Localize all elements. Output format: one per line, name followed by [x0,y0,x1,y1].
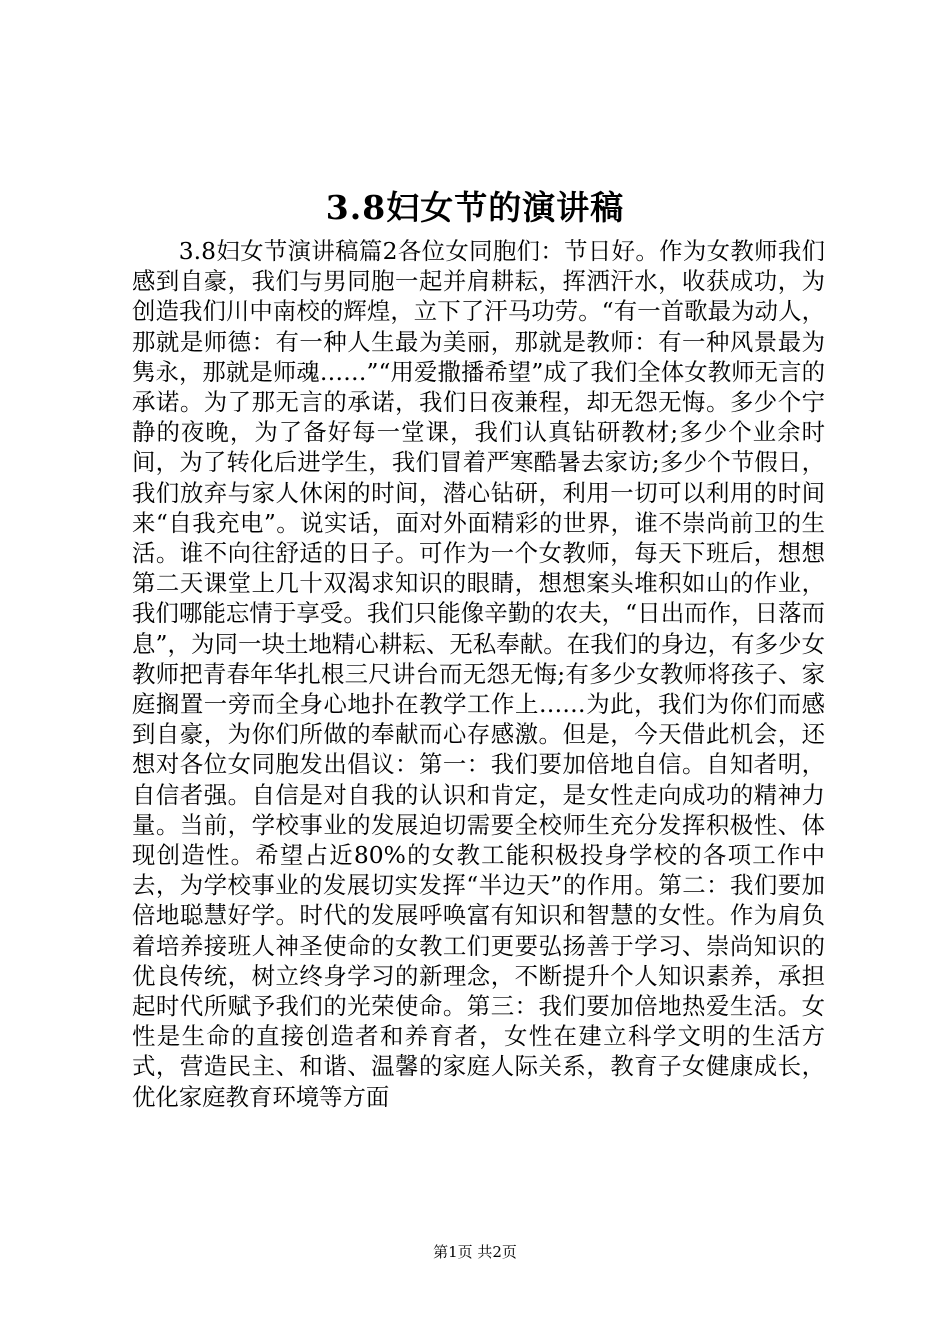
page-footer: 第1页 共2页 [433,1243,517,1261]
document-body-paragraph: 3.8妇女节演讲稿篇2各位女同胞们：节日好。作为女教师我们感到自豪，我们与男同胞一起并肩耕耘，挥洒汗水，收获成功，为创造我们川中南校的辉煌，立下了汗马功劳。“有一首歌最为动人，那就是师德：有一种人生最为美丽，那就是教师：有一种风景最为隽永，那就是师魂……”“用爱撒播希望”成了我们全体女教师无言的承诺。为了那无言的承诺，我们日夜兼程，却无怨无悔。多少个宁静的夜晚，为了备好每一堂课，我们认真钻研教材;多少个业余时间，为了转化后进学生，我们冒着严寒酷暑去家访;多少个节假日，我们放弃与家人休闲的时间，潜心钻研，利用一切可以利用的时间来“自我充电”。说实话，面对外面精彩的世界，谁不崇尚前卫的生活。谁不向往舒适的日子。可作为一个女教师，每天下班后，想想第二天课堂上几十双渴求知识的眼睛，想想案头堆积如山的作业，我们哪能忘情于享受。我们只能像辛勤的农夫，“日出而作，日落而息”，为同一块土地精心耕耘、无私奉献。在我们的身边，有多少女教师把青春年华扎根三尺讲台而无怨无悔;有多少女教师将孩子、家庭搁置一旁而全身心地扑在教学工作上……为此，我们为你们而感到自豪，为你们所做的奉献而心存感激。但是，今天借此机会，还想对各位女同胞发出倡议：第一：我们要加倍地自信。自知者明，自信者强。自信是对自我的认识和肯定，是女性走向成功的精神力量。当前，学校事业的发展迫切需要全校师生充分发挥积极性、体现创造性。希望占近80%的女教工能积极投身学校的各项工作中去，为学校事业的发展切实发挥“半边天”的作用。第二：我们要加倍地聪慧好学。时代的发展呼唤富有知识和智慧的女性。作为肩负着培养接班人神圣使命的女教工们更要弘扬善于学习、崇尚知识的优良传统，树立终身学习的新理念，不断提升个人知识素养，承担起时代所赋予我们的光荣使命。第三：我们要加倍地热爱生活。女性是生命的直接创造者和养育者，女性在建立科学文明的生活方式，营造民主、和谐、温馨的家庭人际关系，教育子女健康成长，优化家庭教育环境等方面 [132,237,825,1111]
document-title: 3.8妇女节的演讲稿 [325,188,625,227]
